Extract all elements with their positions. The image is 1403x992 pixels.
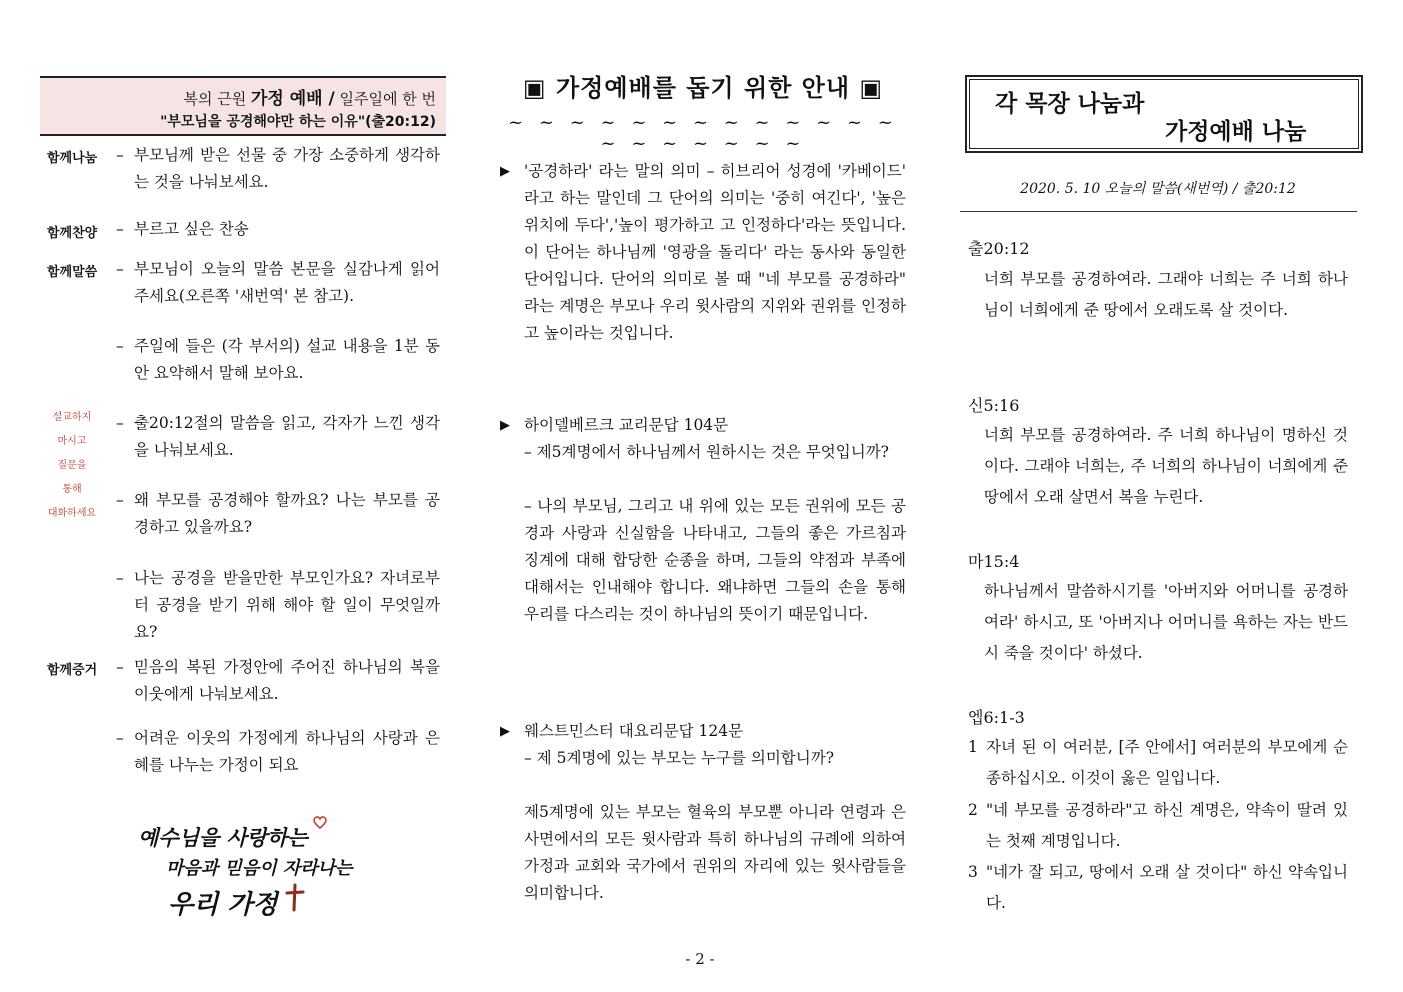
item-share-love [116,725,440,779]
verse-text: "네가 잘 되고, 땅에서 오래 살 것이다" 하신 약속입니다. [986,863,1348,912]
paragraph-question: – 제5계명에서 하나님께서 원하시는 것은 무엇입니까? [524,443,889,461]
cross-icon [284,882,306,912]
calligraphy-line3: 우리 가정 [168,890,278,920]
item-text: 나는 공경을 받을만한 부모인가요? 자녀로부터 공경을 받기 위해 해야 할 일이 무엇일까요? [134,569,440,641]
left-header-banner [40,76,446,136]
item-sermon-summary [116,333,440,387]
header-title: 가정 예배 / [251,89,335,109]
page-number: - 2 - [685,950,715,968]
paragraph-westminster [500,718,906,907]
dash: – [116,414,124,432]
arrow-icon: ▶ [500,418,510,433]
side-note-line: 설교하지 [52,412,92,423]
item-worthy-parent [116,565,440,646]
verse-ref: 엡6:1-3 [968,708,1025,727]
paragraph-heidelberg [500,412,906,628]
verse-text: 하나님께서 말씀하시기를 '아버지와 어머니를 공경하여라' 하시고, 또 '아버지나 어머니를 욕하는 자는 반드시 죽을 것이다' 하셨다. [984,582,1348,662]
arrow-icon: ▶ [500,164,510,179]
paragraph-question: – 제 5계명에 있는 부모는 누구를 의미합니까? [524,749,835,767]
sharing-title-box [965,75,1363,153]
guide-title: ▣ 가정예배를 돕기 위한 안내 ▣ [522,74,884,102]
verse-text: 자녀 된 이 여러분, [주 안에서] 여러분의 부모에게 순종하십시오. 이것이 옳은 일입니다. [986,738,1348,787]
dash: – [116,569,124,587]
item-text: 믿음의 복된 가정안에 주어진 하나님의 복을 이웃에게 나눠보세요. [134,658,440,703]
header-line1 [183,84,436,109]
side-note-line: 대화하세요 [47,508,97,519]
item-text: 왜 부모를 공경해야 할까요? 나는 부모를 공경하고 있을까요? [134,491,440,536]
paragraph-heading: 하이델베르크 교리문답 104문 [524,416,729,434]
calligraphy-line1: 예수님을 사랑하는 [138,825,308,850]
dash: – [116,729,124,747]
paragraph-answer: 제5계명에 있는 부모는 혈육의 부모뿐 아니라 연령과 은사면에서의 모든 윗사람과 특히 하나님의 규례에 의하여 가정과 교회와 국가에서 권위의 자리에 있는 윗사람들을 의미합니다. [524,803,906,902]
verse-number: 2 [968,801,978,819]
header-subtitle: "부모님을 공경해야만 하는 이유"(출20:12) [160,114,436,130]
paragraph-text: '공경하라' 라는 말의 의미 – 히브리어 성경에 '카베이드' 라고 하는 말인데 그 단어의 의미는 '중히 여긴다', '높은 위치에 두다','높이 평가하고 고 인정하다'라는 뜻입니다. 이 단어는 하나님께 '영광을 돌리다' 라는 동사와 동일한 단어입니다. 단어의 의미로 볼 때 "네 부모를 공경하라" 라는 계명은 부모나 우리 윗사람의 지위와 권위를 인정하고 높이라는 것입니다. [524,162,906,342]
tilde-divider: ~ ~ ~ ~ ~ ~ ~ ~ ~ ~ ~ ~ ~ ~ ~ ~ ~ ~ ~ ~ [508,112,898,154]
verse-number: 3 [968,863,978,881]
item-share-blessing [116,654,440,708]
verse-text: "네 부모를 공경하라"고 하신 계명은, 약속이 딸려 있는 첫째 계명입니다. [986,801,1348,850]
item-text: 출20:12절의 말씀을 읽고, 각자가 느낀 생각을 나눠보세요. [134,414,440,459]
dash: – [116,260,124,278]
side-note-line: 질문을 [57,460,87,471]
paragraph-meaning [500,158,906,347]
verse-ref: 신5:16 [968,396,1020,415]
item-text: 어려운 이웃의 가정에게 하나님의 사랑과 은혜를 나누는 가정이 되요 [134,729,440,774]
item-text: 부모님이 오늘의 말씀 본문을 실감나게 읽어주세요(오른쪽 '새번역' 본 참고). [134,260,440,305]
verse-ref: 마15:4 [968,552,1020,571]
item-share-thoughts [116,410,440,464]
label-sharing: 함께나눔 [47,151,98,166]
calligraphy-line2: 마음과 믿음이 자라나는 [166,858,353,879]
side-note-line: 통해 [62,484,82,495]
divider [960,211,1357,212]
item-gift [116,142,440,196]
box-title-line1: 각 목장 나눔과 [995,91,1145,117]
numbered-verse [968,732,1348,794]
item-why-honor [116,487,440,541]
label-word: 함께말씀 [47,265,98,280]
heart-icon [312,814,328,830]
numbered-verse [968,795,1348,857]
calligraphy-image [138,818,353,928]
item-text: 부르고 싶은 찬송 [134,220,249,238]
paragraph-heading: 웨스트민스터 대요리문답 124문 [524,722,744,740]
label-praise: 함께찬양 [47,226,98,241]
scripture-date: 2020. 5. 10 오늘의 말씀(새번역) / 출20:12 [1020,181,1296,197]
paragraph-answer: – 나의 부모님, 그리고 내 위에 있는 모든 권위에 모든 공경과 사랑과 신실함을 나타내고, 그들의 좋은 가르침과 징계에 대해 합당한 순종을 하며, 그들의 약점과 부족에 대해서는 인내해야 합니다. 왜냐하면 그들의 손을 통해 우리를 다스리는 것이 하나님의 뜻이기 때문입니다. [524,497,906,623]
item-text: 부모님께 받은 선물 중 가장 소중하게 생각하는 것을 나눠보세요. [134,146,440,191]
side-note-red [44,406,100,526]
dash: – [116,220,124,238]
arrow-icon: ▶ [500,724,510,739]
numbered-verse [968,857,1348,919]
item-text: 주일에 들은 (각 부서의) 설교 내용을 1분 동안 요약해서 말해 보아요. [134,337,440,382]
item-read-aloud [116,256,440,310]
verse-text: 너희 부모를 공경하여라. 주 너희 하나님이 명하신 것이다. 그래야 너희는, 주 너희의 하나님이 너희에게 준 땅에서 오래 살면서 복을 누린다. [984,426,1348,506]
label-witness: 함께증거 [47,663,98,678]
header-prefix: 복의 근원 [183,90,247,108]
dash: – [116,337,124,355]
item-hymn [116,216,440,243]
box-title-line2: 가정예배 나눔 [1165,119,1307,145]
dash: – [116,658,124,676]
verse-number: 1 [968,738,978,756]
side-note-line: 마시고 [57,436,87,447]
verse-ref: 출20:12 [968,239,1030,258]
header-suffix: 일주일에 한 번 [339,90,436,108]
dash: – [116,146,124,164]
dash: – [116,491,124,509]
verse-text: 너희 부모를 공경하여라. 그래야 너희는 주 너희 하나님이 너희에게 준 땅에서 오래도록 살 것이다. [984,270,1348,319]
